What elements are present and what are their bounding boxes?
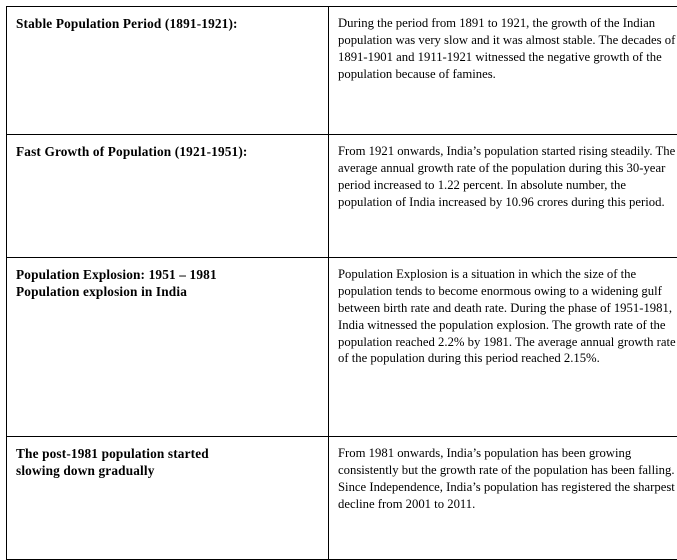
population-growth-phases-table <box>6 6 677 560</box>
table-cell-description <box>329 437 677 560</box>
table-row <box>7 135 677 258</box>
table-row <box>7 7 677 135</box>
table-cell-description <box>329 258 677 437</box>
table-row <box>7 437 677 560</box>
term-text: Stable Population Period (1891-1921): <box>16 15 318 32</box>
term-text: Fast Growth of Population (1921-1951): <box>16 143 318 160</box>
table-cell-term <box>7 7 329 135</box>
table-cell-term <box>7 135 329 258</box>
table-cell-term <box>7 258 329 437</box>
term-text-line-1: Population Explosion: 1951 – 1981 <box>16 266 318 283</box>
description-text-paragraph-1: From 1981 onwards, India’s population has been growing consistently but the growth rate of the population has been falling. <box>338 445 677 479</box>
description-text-paragraph-2: Since Independence, India’s population has registered the sharpest decline from 2001 to 2011. <box>338 479 677 513</box>
table-cell-description <box>329 7 677 135</box>
description-text: During the period from 1891 to 1921, the growth of the Indian population was very slow and it was almost stable. The decades of 1891-1901 and 1911-1921 witnessed the negative growth of the population because of famines. <box>338 15 677 83</box>
term-text-line-1: The post-1981 population started <box>16 445 318 462</box>
table-row <box>7 258 677 437</box>
term-text-line-2: Population explosion in India <box>16 283 318 300</box>
table-cell-term <box>7 437 329 560</box>
description-text: From 1921 onwards, India’s population started rising steadily. The average annual growth rate of the population during this 30-year period increased to 1.22 percent. In absolute number, the population of India increased by 10.96 crores during this period. <box>338 143 677 211</box>
table-cell-description <box>329 135 677 258</box>
term-text-line-2: slowing down gradually <box>16 462 318 479</box>
description-text: Population Explosion is a situation in which the size of the population tends to become enormous owing to a widening gulf between birth rate and death rate. During the phase of 1951-1981, India witnessed the population explosion. The growth rate of the population reached 2.2% by 1981. The average annual growth rate of the population during this period reached 2.15%. <box>338 266 677 367</box>
